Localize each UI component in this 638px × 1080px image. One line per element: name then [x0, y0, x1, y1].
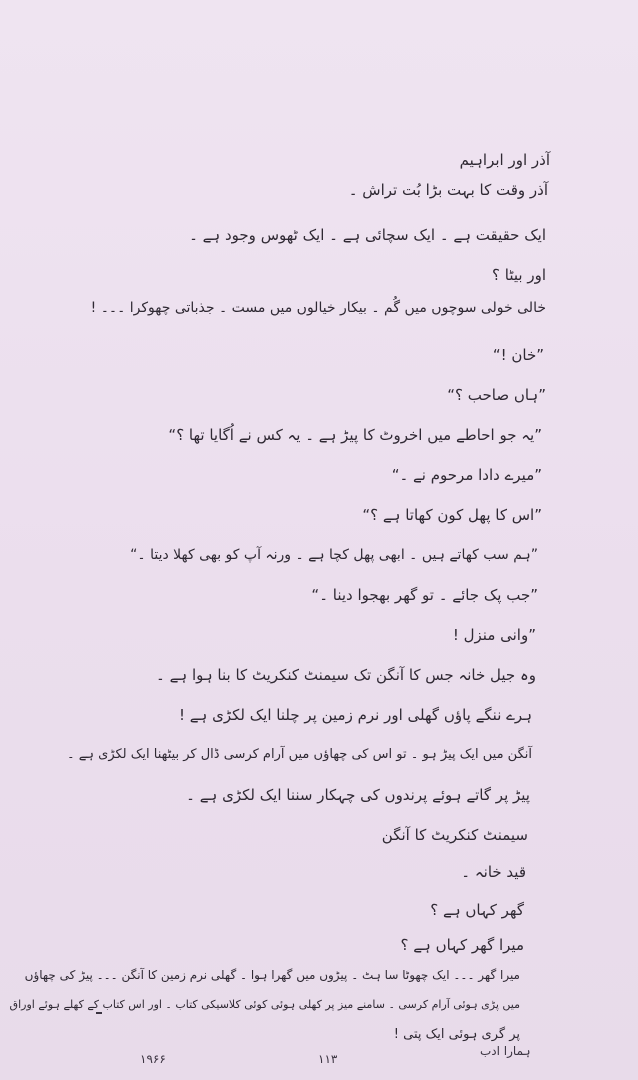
text-line: آنگن میں ایک پیڑ ہو ۔ تو اس کی چھاؤں میں آرام کرسی ڈال کر بیٹھنا ایک لکڑی ہے ۔ [67, 747, 532, 762]
chapter-heading: آذر اور ابراہیم [459, 151, 550, 169]
footer-journal-name: ہمارا ادب [480, 1044, 531, 1058]
text-line: ”جب پک جائے ۔ تو گھر بھجوا دینا ۔“ [311, 586, 538, 604]
footer-year: ۱۹۶۶ [140, 1052, 166, 1066]
text-line: میرا گھر کہاں ہے ؟ [400, 936, 524, 954]
text-line: ایک حقیقت ہے ۔ ایک سچائی ہے ۔ ایک ٹھوس وجود ہے ۔ [189, 226, 546, 244]
text-line: ”خان !“ [492, 346, 544, 364]
footer-page-number: ۱۱۳ [318, 1052, 338, 1066]
text-line: سیمنٹ کنکریٹ کا آنگن [381, 826, 528, 844]
text-line: ”وانی منزل ! [452, 626, 536, 644]
text-line: ”اس کا پھل کون کھاتا ہے ؟“ [362, 506, 542, 524]
text-line: آذر وقت کا بہت بڑا بُت تراش ۔ [348, 181, 548, 199]
text-line: پیڑ پر گاتے ہوئے پرندوں کی چہکار سننا ایک لکڑی ہے ۔ [186, 786, 530, 804]
text-line: میرا گھر ۔۔۔ ایک چھوٹا سا ہٹ ۔ پیڑوں میں گھرا ہوا ۔ گھلی نرم زمین کا آنگن ۔۔۔ پیڑ کی چھاؤں [24, 968, 520, 982]
text-line: ”ہم سب کھاتے ہیں ۔ ابھی پھل کچا ہے ۔ ورنہ آپ کو بھی کھلا دیتا ۔“ [130, 547, 538, 563]
text-line: ”میرے دادا مرحوم نے ۔“ [391, 466, 542, 484]
text-line: پر گری ہوئی ایک پتی ! [393, 1027, 520, 1042]
margin-mark [96, 1012, 102, 1014]
text-line: خالی خولی سوچوں میں گُم ۔ بیکار خیالوں میں مست ۔ جذباتی چھوکرا ۔۔۔ ! [90, 300, 546, 316]
text-line: قید خانہ ۔ [461, 863, 526, 881]
text-line: گھر کہاں ہے ؟ [430, 901, 524, 919]
text-line: وہ جیل خانہ جس کا آنگن تک سیمنٹ کنکریٹ کا بنا ہوا ہے ۔ [156, 666, 536, 684]
text-line: میں پڑی ہوئی آرام کرسی ۔ سامنے میز پر کھلی ہوئی کوئی کلاسیکی کتاب ۔ اور اس کتاب کے کھلے ہوئے اوراق [9, 998, 520, 1011]
text-line: ہرے ننگے پاؤں گھلی اور نرم زمین پر چلنا ایک لکڑی ہے ! [178, 706, 532, 724]
text-line: اور بیٹا ؟ [492, 266, 546, 284]
text-line: ”یہ جو احاطے میں اخروٹ کا پیڑ ہے ۔ یہ کس نے اُگایا تھا ؟“ [168, 426, 542, 444]
text-line: ”ہاں صاحب ؟“ [447, 386, 546, 404]
